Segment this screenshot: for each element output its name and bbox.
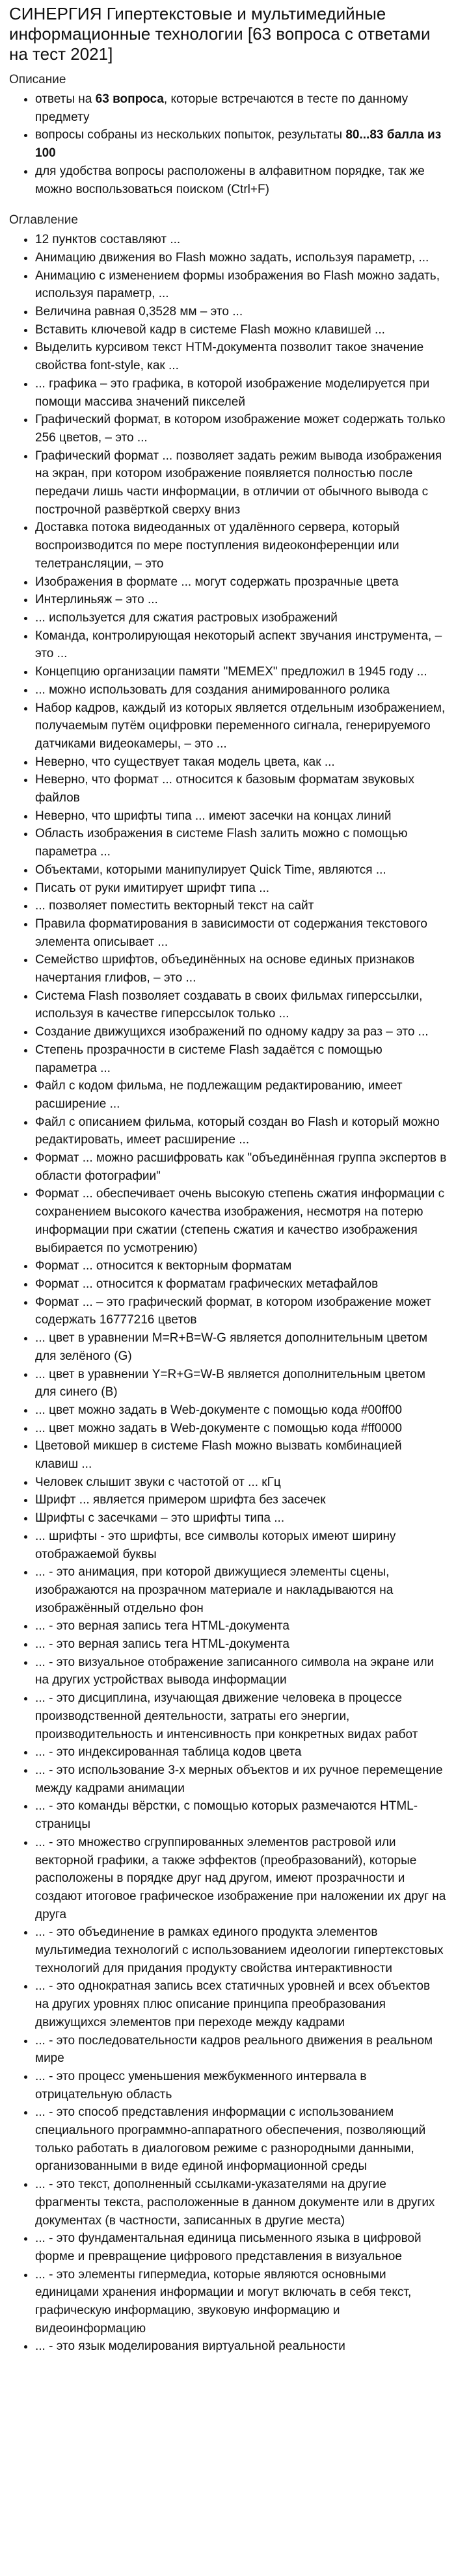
contents-item: • Графический формат, в котором изображение может содержать только 256 цветов, – это ...	[35, 411, 447, 447]
contents-item: • Степень прозрачности в системе Flash задаётся с помощью параметра ...	[35, 1041, 447, 1077]
contents-item: • ... - это язык моделирования виртуальной реальности	[35, 2337, 447, 2356]
contents-item: • Анимацию с изменением формы изображения во Flash можно задать, используя параметр, ...	[35, 267, 447, 303]
contents-item: • ... можно использовать для создания анимированного ролика	[35, 681, 447, 699]
contents-item: • ... - это последовательности кадров реального движения в реальном мире	[35, 2032, 447, 2068]
contents-item: • Формат ... – это графический формат, в котором изображение может содержать 16777216 цветов	[35, 1294, 447, 1329]
contents-item: • ... - это фундаментальная единица письменного языка в цифровой форме и превращение цифрового представления в визуальное	[35, 2230, 447, 2265]
contents-item: • Набор кадров, каждый из которых является отдельным изображением, получаемым путём оцифровки переменного сигнала, генерируемого датчиками видеокамеры, – это ...	[35, 699, 447, 753]
contents-item: • ... цвет можно задать в Web-документе с помощью кода #00ff00	[35, 1401, 447, 1420]
contents-item: • Графический формат ... позволяет задать режим вывода изображения на экран, при котором изображение появляется полностью после передачи лишь части информации, в отличии от обычного вывода с построчной развёрткой сверху вниз	[35, 447, 447, 519]
contents-item: • ... - это индексированная таблица кодов цвета	[35, 1743, 447, 1762]
contents-item: • Файл с описанием фильма, который создан во Flash и который можно редактировать, имеет расширение ...	[35, 1113, 447, 1149]
contents-item: • ... - это анимация, при которой движущиеся элементы сцены, изображаются на прозрачном материале и накладываются на изображённый отдельно фон	[35, 1563, 447, 1617]
contents-item: • Концепцию организации памяти "MEMEX" предложил в 1945 году ...	[35, 663, 447, 681]
contents-item: • Писать от руки имитирует шрифт типа ...	[35, 879, 447, 898]
contents-item: • Неверно, что существует такая модель цвета, как ...	[35, 753, 447, 772]
contents-item: • ... - это команды вёрстки, с помощью которых размечаются HTML-страницы	[35, 1797, 447, 1833]
contents-item: • Формат ... можно расшифровать как "объединённая группа экспертов в области фотографии"	[35, 1149, 447, 1185]
contents-item: • Цветовой микшер в системе Flash можно вызвать комбинацией клавиш ...	[35, 1437, 447, 1473]
contents-item: • Выделить курсивом текст HTM-документа позволит такое значение свойства font-style, как ...	[35, 339, 447, 374]
contents-item: • Интерлиньяж – это ...	[35, 591, 447, 609]
contents-item: • ... цвет в уравнении M=R+B=W-G является дополнительным цветом для зелёного (G)	[35, 1329, 447, 1365]
contents-item: • Система Flash позволяет создавать в своих фильмах гиперссылки, используя в качестве гиперссылок только ...	[35, 987, 447, 1023]
description-item: • ответы на 63 вопроса, которые встречаются в тесте по данному предмету	[35, 90, 447, 126]
contents-item: • Изображения в формате ... могут содержать прозрачные цвета	[35, 573, 447, 592]
contents-item: • ... - это текст, дополненный ссылками-указателями на другие фрагменты текста, расположенные в данном документе или в других документах (в частности, записанных в другие места)	[35, 2176, 447, 2230]
description-heading: Описание	[9, 73, 66, 86]
contents-item: • Команда, контролирующая некоторый аспект звучания инструмента, – это ...	[35, 627, 447, 663]
contents-item: • ... - это верная запись тега HTML-документа	[35, 1617, 447, 1635]
contents-item: • ... - это процесс уменьшения межбукменного интервала в отрицательную область	[35, 2068, 447, 2103]
description-item: • вопросы собраны из нескольких попыток, результаты 80...83 балла из 100	[35, 126, 447, 162]
contents-item: • Неверно, что шрифты типа ... имеют засечки на концах линий	[35, 807, 447, 826]
contents-item: • ... - это элементы гипермедиа, которые являются основными единицами хранения информации и могут включать в себя текст, графическую информацию, звуковую информацию и видеоинформацию	[35, 2266, 447, 2338]
contents-item: • Формат ... относится к векторным форматам	[35, 1257, 447, 1275]
contents-item: • ... шрифты - это шрифты, все символы которых имеют ширину отображаемой буквы	[35, 1528, 447, 1563]
contents-item: • ... - это множество сгруппированных элементов растровой или векторной графики, а также эффектов (преобразований), которые расположены в порядке друг над другом, имеют прозрачности и создают итоговое графическое изображение при наложении их друг на друга	[35, 1834, 447, 1924]
contents-item: • Шрифты с засечками – это шрифты типа ...	[35, 1509, 447, 1528]
contents-item: • Анимацию движения во Flash можно задать, используя параметр, ...	[35, 249, 447, 267]
contents-item: • ... цвет можно задать в Web-документе с помощью кода #ff0000	[35, 1420, 447, 1438]
contents-item: • Файл с кодом фильма, не подлежащим редактированию, имеет расширение ...	[35, 1077, 447, 1113]
contents-item: • ... позволяет поместить векторный текст на сайт	[35, 897, 447, 915]
contents-item: • Шрифт ... является примером шрифта без засечек	[35, 1491, 447, 1509]
description-item: • для удобства вопросы расположены в алфавитном порядке, так же можно воспользоваться поиском (Ctrl+F)	[35, 163, 447, 198]
contents-item: • Неверно, что формат ... относится к базовым форматам звуковых файлов	[35, 771, 447, 807]
contents-item: • ... - это верная запись тега HTML-документа	[35, 1635, 447, 1654]
contents-item: • Доставка потока видеоданных от удалённого сервера, который воспроизводится по мере поступления видеоконференции или телетрансляции, – это	[35, 519, 447, 573]
contents-item: • ... - это визуальное отображение записанного символа на экране или на других устройствах вывода информации	[35, 1654, 447, 1689]
contents-item: • Объектами, которыми манипулирует Quick Time, являются ...	[35, 861, 447, 879]
contents-item: • Семейство шрифтов, объединённых на основе единых признаков начертания глифов, – это ...	[35, 951, 447, 987]
contents-heading: Оглавление	[9, 213, 78, 228]
contents-item: • Величина равная 0,3528 мм – это ...	[35, 303, 447, 321]
contents-item: • Формат ... обеспечивает очень высокую степень сжатия информации с сохранением высокого качества изображения, несмотря на потерю информации при сжатии (степень сжатия и качество изображения выбирается по усмотрению)	[35, 1185, 447, 1257]
contents-item: • ... - это дисциплина, изучающая движение человека в процессе производственной деятельности, затраты его энергии, производительность и интенсивность при конкретных видах работ	[35, 1689, 447, 1743]
description-list	[9, 90, 447, 198]
contents-item: • Человек слышит звуки с частотой от ... кГц	[35, 1474, 447, 1492]
contents-item: • ... - это способ представления информации с использованием специального программно-аппаратного обеспечения, позволяющий только работать в диалоговом режиме с разнородными данными, организованными в виде единой информационной среды	[35, 2103, 447, 2176]
contents-item: • Вставить ключевой кадр в системе Flash можно клавишей ...	[35, 321, 447, 339]
contents-item: • Создание движущихся изображений по одному кадру за раз – это ...	[35, 1023, 447, 1041]
contents-item: • 12 пунктов составляют ...	[35, 231, 447, 249]
contents-item: • ... используется для сжатия растровых изображений	[35, 609, 447, 627]
contents-item: • ... графика – это графика, в которой изображение моделируется при помощи массива значений пикселей	[35, 375, 447, 411]
contents-item: • Правила форматирования в зависимости от содержания текстового элемента описывает ...	[35, 915, 447, 951]
contents-item: • ... - это использование 3-х мерных объектов и их ручное перемещение между кадрами анимации	[35, 1762, 447, 1797]
contents-item: • ... - это однократная запись всех статичных уровней и всех объектов на других уровнях плюс описание принципа преобразования движущихся элементов при переходе между кадрами	[35, 1977, 447, 2031]
page-title: СИНЕРГИЯ Гипертекстовые и мультимедийные информационные технологии [63 вопроса с ответами на тест 2021]	[9, 4, 431, 64]
contents-item: • ... цвет в уравнении Y=R+G=W-B является дополнительным цветом для синего (B)	[35, 1366, 447, 1401]
contents-list	[9, 231, 447, 2356]
contents-item: • Область изображения в системе Flash залить можно с помощью параметра ...	[35, 825, 447, 861]
contents-item: • Формат ... относится к форматам графических метафайлов	[35, 1275, 447, 1294]
contents-item: • ... - это объединение в рамках единого продукта элементов мультимедиа технологий с использованием идеологии гипертекстовых технологий для придания продукту свойства интерактивности	[35, 1923, 447, 1977]
